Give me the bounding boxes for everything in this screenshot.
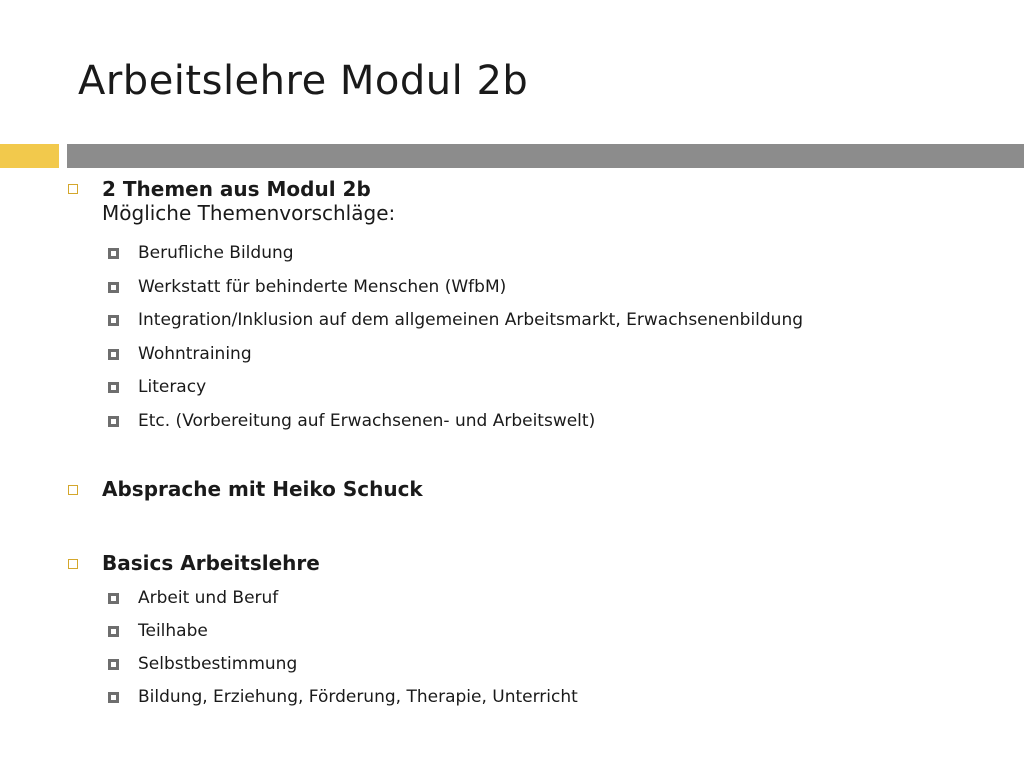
section-heading-text: Absprache mit Heiko Schuck (102, 477, 423, 501)
item-bullet-icon (108, 692, 119, 703)
list-item: Wohntraining (138, 344, 252, 364)
item-bullet-icon (108, 382, 119, 393)
section-heading-text: Basics Arbeitslehre (102, 551, 320, 575)
item-bullet-icon (108, 659, 119, 670)
section-subheading: Mögliche Themenvorschläge: (102, 201, 396, 225)
list-item: Teilhabe (138, 621, 208, 641)
section-bullet-icon (68, 184, 78, 194)
section-heading (102, 177, 395, 225)
section-heading (102, 477, 423, 501)
list-item: Bildung, Erziehung, Förderung, Therapie, Unterricht (138, 687, 578, 707)
item-bullet-icon (108, 282, 119, 293)
item-bullet-icon (108, 248, 119, 259)
list-item: Berufliche Bildung (138, 243, 294, 263)
list-item: Literacy (138, 377, 207, 397)
section-bullet-icon (68, 559, 78, 569)
list-item: Arbeit und Beruf (138, 588, 279, 608)
item-bullet-icon (108, 416, 119, 427)
item-bullet-icon (108, 593, 119, 604)
section-heading-text: 2 Themen aus Modul 2b (102, 177, 371, 201)
item-bullet-icon (108, 349, 119, 360)
item-bullet-icon (108, 315, 119, 326)
list-item: Etc. (Vorbereitung auf Erwachsenen- und Arbeitswelt) (138, 411, 596, 431)
list-item: Selbstbestimmung (138, 654, 298, 674)
slide-title: Arbeitslehre Modul 2b (78, 58, 529, 104)
section-bullet-icon (68, 485, 78, 495)
list-item: Integration/Inklusion auf dem allgemeinen Arbeitsmarkt, Erwachsenenbildung (138, 310, 804, 330)
list-item: Werkstatt für behinderte Menschen (WfbM) (138, 277, 507, 297)
item-bullet-icon (108, 626, 119, 637)
section-heading (102, 551, 320, 575)
